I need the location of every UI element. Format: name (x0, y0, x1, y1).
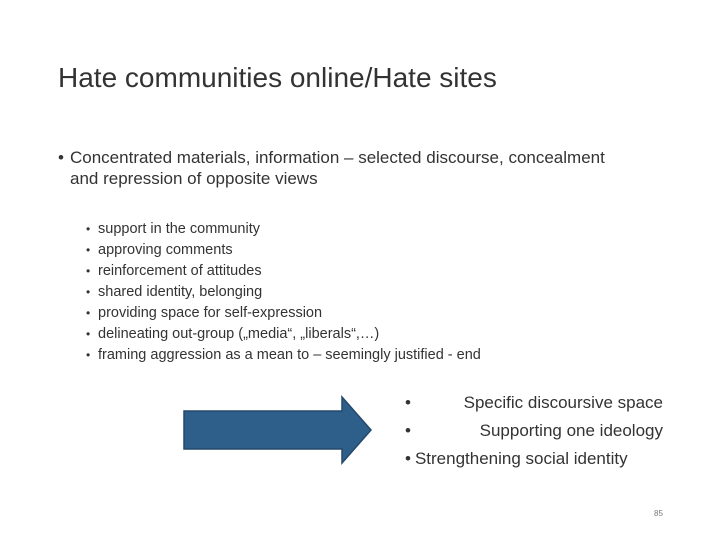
slide-title: Hate communities online/Hate sites (58, 62, 497, 93)
right-bullet-text: Strengthening social identity (414, 449, 628, 468)
sub-bullet-item (86, 261, 481, 282)
page-number: 85 (654, 509, 663, 518)
sub-bullet-list (86, 219, 481, 366)
sub-bullet-text: reinforcement of attitudes (98, 263, 262, 279)
right-bullet-item (405, 417, 663, 445)
bullet-marker: • (405, 393, 411, 412)
bullet-marker: • (86, 285, 91, 299)
bullet-marker: • (86, 222, 91, 236)
sub-bullet-text: shared identity, belonging (98, 284, 263, 300)
sub-bullet-text: support in the community (98, 221, 260, 237)
arrow-shape (184, 397, 371, 463)
right-bullet-text: Supporting one ideology (479, 421, 663, 440)
right-bullet-list (405, 389, 663, 473)
sub-bullet-text: providing space for self-expression (98, 305, 323, 321)
sub-bullet-text: framing aggression as a mean to – seemingly justified - end (98, 347, 481, 363)
right-arrow-icon (183, 395, 373, 465)
bullet-marker: • (86, 327, 91, 341)
sub-bullet-item (86, 219, 481, 240)
sub-bullet-item (86, 303, 481, 324)
main-bullet (58, 147, 618, 189)
sub-bullet-text: approving comments (98, 242, 233, 258)
bullet-marker: • (86, 348, 91, 362)
bullet-marker: • (58, 148, 64, 167)
bullet-marker: • (86, 306, 91, 320)
main-bullet-text: Concentrated materials, information – selected discourse, concealment and repression of opposite views (70, 148, 605, 188)
right-bullet-item (405, 445, 663, 473)
sub-bullet-item (86, 240, 481, 261)
right-bullet-text: Specific discoursive space (463, 393, 663, 412)
sub-bullet-item (86, 282, 481, 303)
sub-bullet-item (86, 324, 481, 345)
bullet-marker: • (86, 243, 91, 257)
right-bullet-item (405, 389, 663, 417)
bullet-marker: • (86, 264, 91, 278)
bullet-marker: • (405, 421, 411, 440)
sub-bullet-item (86, 345, 481, 366)
bullet-marker: • (405, 449, 411, 468)
sub-bullet-text: delineating out-group („media“, „liberals“,…) (98, 326, 380, 342)
